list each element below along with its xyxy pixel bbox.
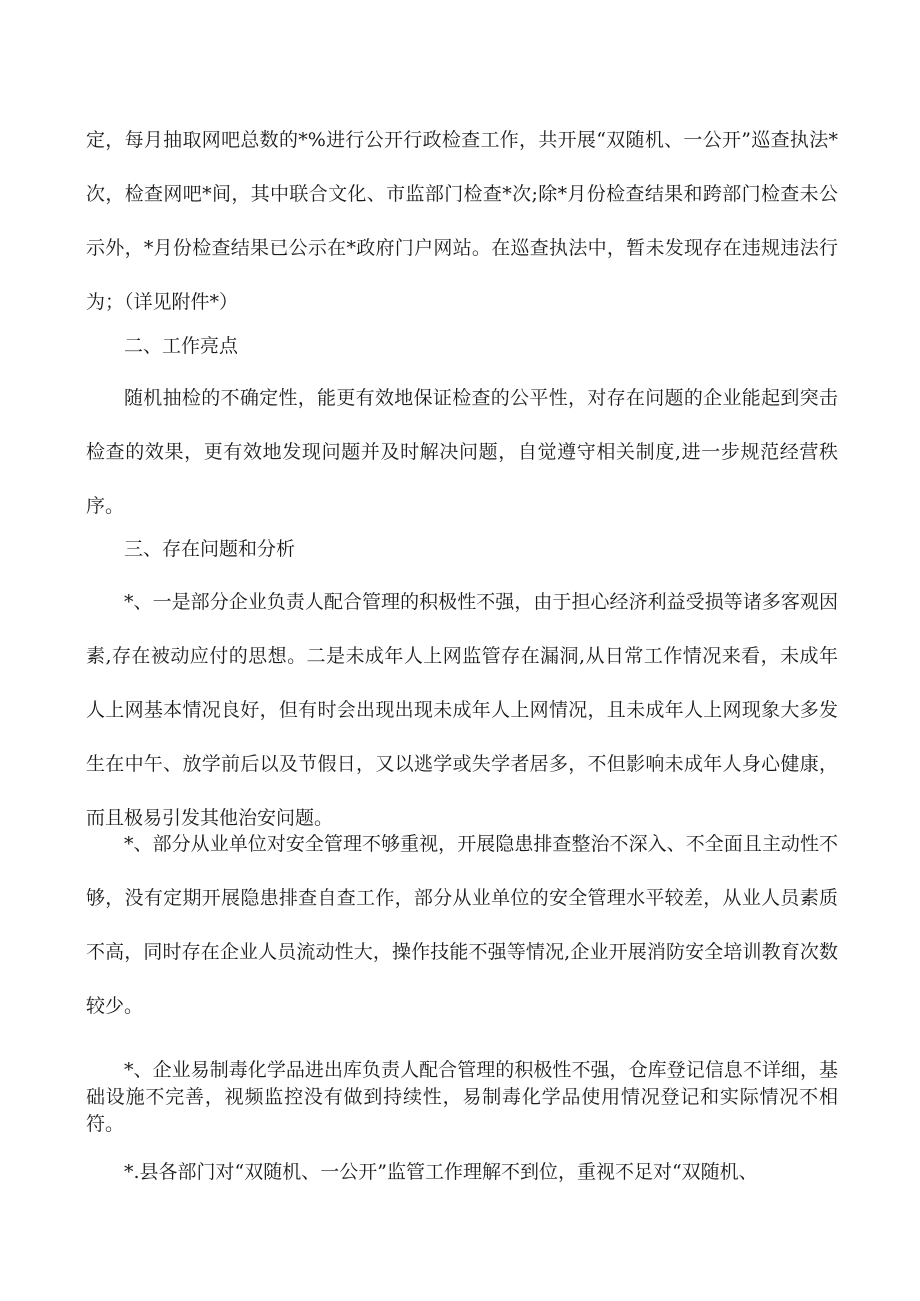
paragraph-problem-4: *.县各部门对“双随机、一公开”监管工作理解不到位，重视不足对“双随机、 bbox=[124, 1161, 758, 1183]
paragraph-problem-3: *、企业易制毒化学品进出库负责人配合管理的积极性不强，仓库登记信息不详细，基础设施不完善，视频监控没有做到持续性，易制毒化学品使用情况登记和实际情况不相符。 bbox=[86, 1059, 838, 1135]
section-heading-problems: 三、存在问题和分析 bbox=[124, 538, 296, 560]
paragraph-problem-2: *、部分从业单位对安全管理不够重视，开展隐患排查整治不深入、不全面且主动性不够，没有定期开展隐患排查自查工作，部分从业单位的安全管理水平较差，从业人员素质不高，同时存在企业人员流动性大，操作技能不强等情况,企业开展消防安全培训教育次数较少。 bbox=[86, 833, 838, 1017]
section-heading-highlights: 二、工作亮点 bbox=[124, 335, 239, 357]
paragraph-problem-1: *、一是部分企业负责人配合管理的积极性不强，由于担心经济利益受损等诸多客观因素,存在被动应付的思想。二是未成年人上网监管存在漏洞,从日常工作情况来看，未成年人上网基本情况良好，但有时会出现出现未成年人上网情况，且未成年人上网现象大多发生在中午、放学前后以及节假日，又以逃学或失学者居多，不但影响未成年人身心健康，而且极易引发其他治安问题。 bbox=[86, 591, 838, 829]
paragraph-inspection-summary: 定，每月抽取网吧总数的*%进行公开行政检查工作，共开展“双随机、一公开”巡查执法*次，检查网吧*间，其中联合文化、市监部门检查*次;除*月份检查结果和跨部门检查未公示外，*月份检查结果已公示在*政府门户网站。在巡查执法中，暂未发现存在违规违法行为；（详见附件*） bbox=[86, 129, 838, 313]
paragraph-highlights: 随机抽检的不确定性，能更有效地保证检查的公平性，对存在问题的企业能起到突击检查的效果，更有效地发现问题并及时解决问题，自觉遵守相关制度,进一步规范经营秩序。 bbox=[86, 387, 838, 517]
